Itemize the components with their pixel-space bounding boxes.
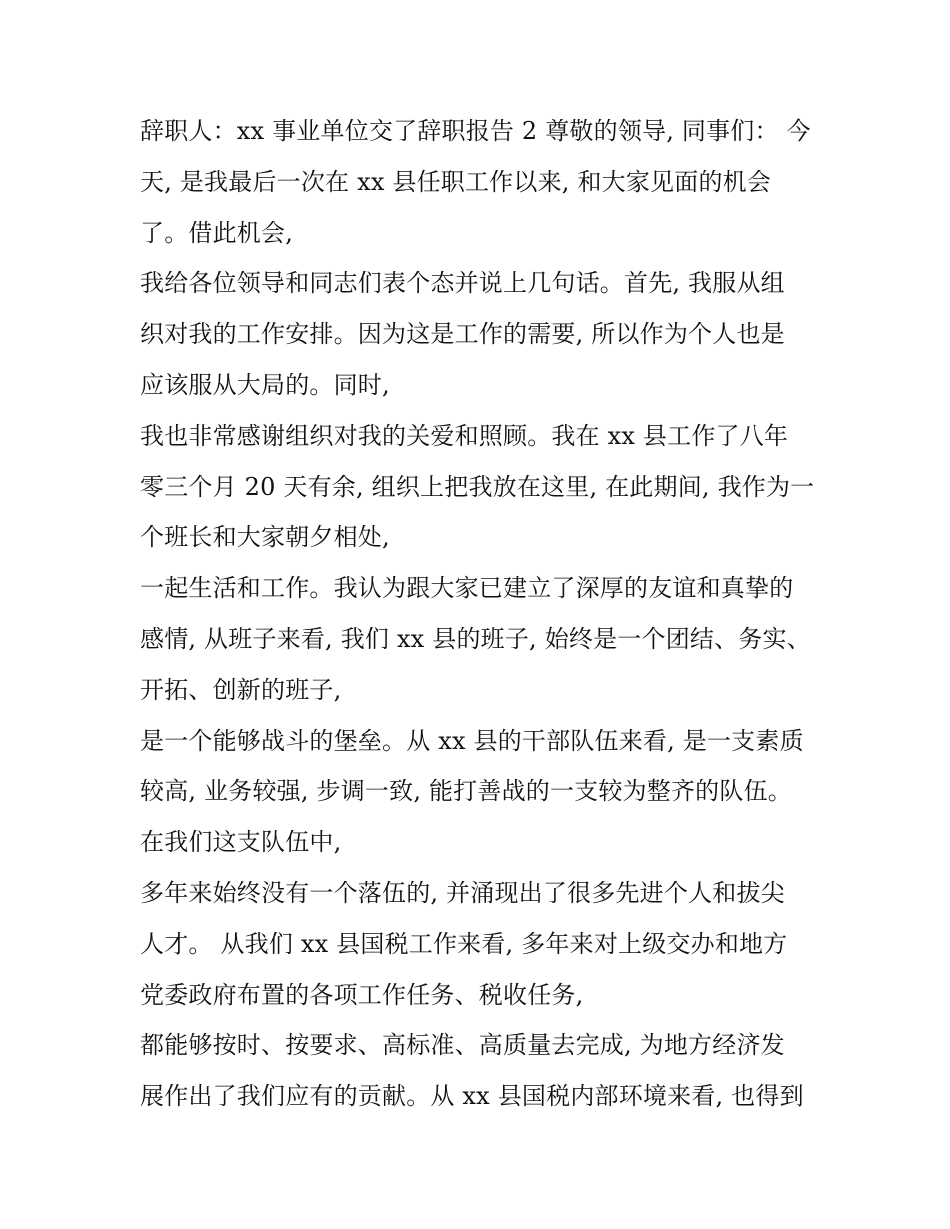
text-line: 多年来始终没有一个落伍的, 并涌现出了很多先进个人和拔尖 <box>140 878 785 907</box>
text-line: 党委政府布置的各项工作任务、税收任务, <box>140 980 584 1009</box>
text-line: 是一个能够战斗的堡垒。从 xx 县的干部队伍来看, 是一支素质 <box>140 726 804 755</box>
text-line: 感情, 从班子来看, 我们 xx 县的班子, 始终是一个团结、务实、 <box>140 624 811 653</box>
text-line: 应该服从大局的。同时, <box>140 370 390 399</box>
text-line: 了。借此机会, <box>140 218 294 247</box>
text-line: 展作出了我们应有的贡献。从 xx 县国税内部环境来看, 也得到 <box>140 1082 804 1111</box>
text-line: 较高, 业务较强, 步调一致, 能打善战的一支较为整齐的队伍。 <box>140 777 792 806</box>
text-line: 个班长和大家朝夕相处, <box>140 523 390 552</box>
text-line: 辞职人：xx 事业单位交了辞职报告 2 尊敬的领导, 同事们： 今 <box>140 117 811 145</box>
text-line: 我也非常感谢组织对我的关爱和照顾。我在 xx 县工作了八年 <box>140 421 789 450</box>
text-line: 织对我的工作安排。因为这是工作的需要, 所以作为个人也是 <box>140 320 785 349</box>
text-line: 在我们这支队伍中, <box>140 828 342 857</box>
text-line: 都能够按时、按要求、高标准、高质量去完成, 为地方经济发 <box>140 1031 785 1060</box>
text-line: 天, 是我最后一次在 xx 县任职工作以来, 和大家见面的机会 <box>140 167 772 196</box>
text-line: 我给各位领导和同志们表个态并说上几句话。首先, 我服从组 <box>140 269 785 298</box>
text-line: 一起生活和工作。我认为跟大家已建立了深厚的友谊和真挚的 <box>140 574 794 603</box>
document-body <box>140 106 820 1122</box>
text-line: 零三个月 20 天有余, 组织上把我放在这里, 在此期间, 我作为一 <box>140 472 815 501</box>
text-line: 人才。 从我们 xx 县国税工作来看, 多年来对上级交办和地方 <box>140 929 788 958</box>
text-line: 开拓、创新的班子, <box>140 675 342 704</box>
